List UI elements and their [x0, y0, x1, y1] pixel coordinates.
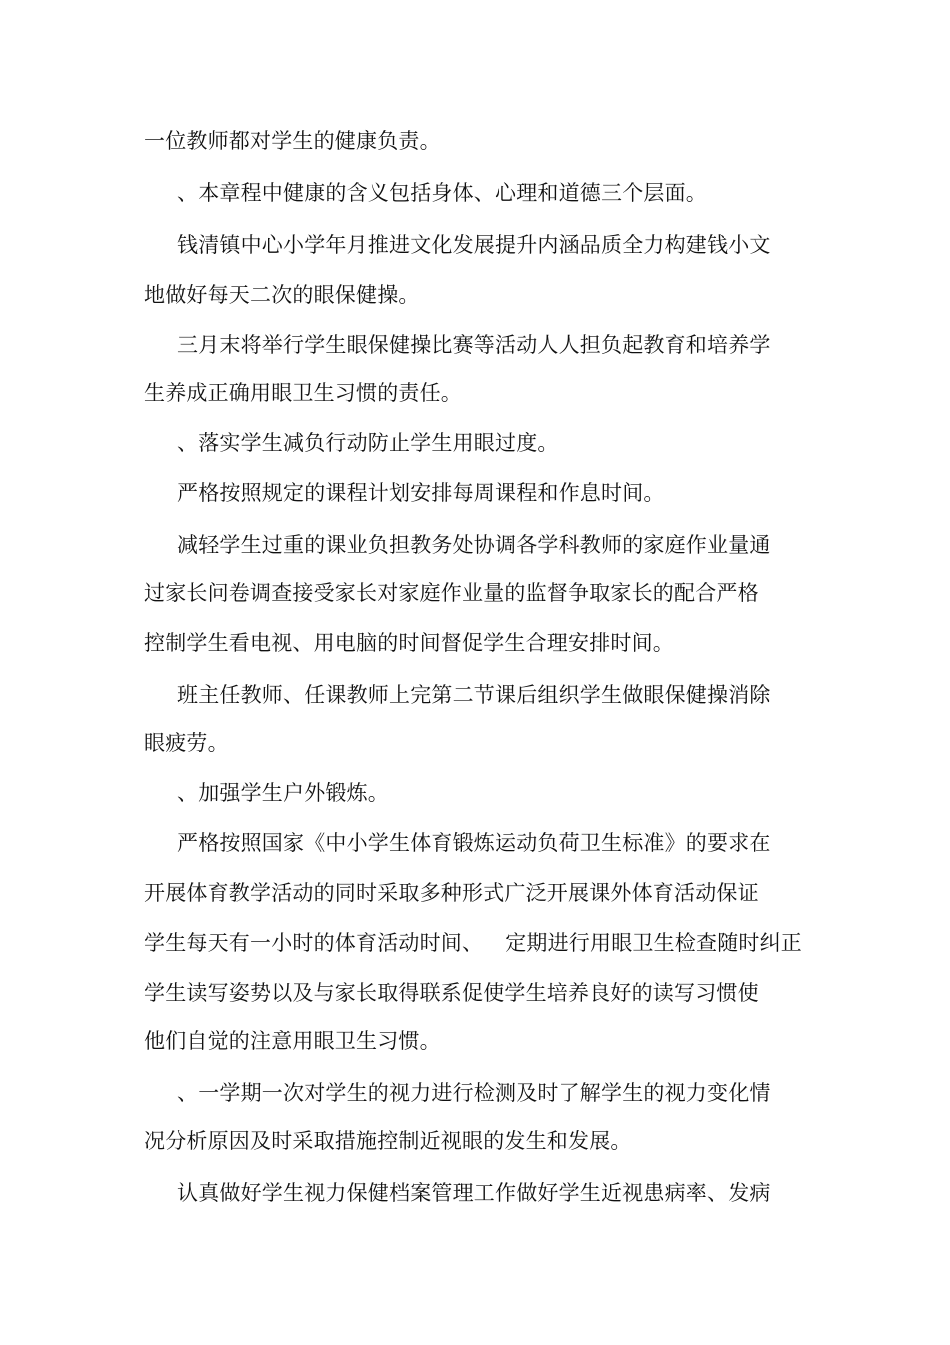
text-line: 过家长问卷调查接受家长对家庭作业量的监督争取家长的配合严格 — [144, 581, 759, 605]
text-line: 严格按照国家《中小学生体育锻炼运动负荷卫生标准》的要求在 — [177, 831, 771, 855]
text-line: 严格按照规定的课程计划安排每周课程和作息时间。 — [177, 481, 665, 505]
text-line: 他们自觉的注意用眼卫生习惯。 — [144, 1029, 441, 1053]
text-line: 开展体育教学活动的同时采取多种形式广泛开展课外体育活动保证 — [144, 881, 759, 905]
text-segment: 学生每天有一小时的体育活动时间、 — [144, 931, 484, 955]
text-line: 、一学期一次对学生的视力进行检测及时了解学生的视力变化情 — [177, 1081, 771, 1105]
text-line: 况分析原因及时采取措施控制近视眼的发生和发展。 — [144, 1129, 632, 1153]
text-segment: 定期进行用眼卫生检查随时纠正 — [505, 931, 803, 955]
text-line: 减轻学生过重的课业负担教务处协调各学科教师的家庭作业量通 — [177, 533, 771, 557]
text-line: 控制学生看电视、用电脑的时间督促学生合理安排时间。 — [144, 631, 674, 655]
text-line: 、本章程中健康的含义包括身体、心理和道德三个层面。 — [177, 181, 707, 205]
text-line: 生养成正确用眼卫生习惯的责任。 — [144, 381, 462, 405]
text-line: 班主任教师、任课教师上完第二节课后组织学生做眼保健操消除 — [177, 683, 771, 707]
text-line: 、加强学生户外锻炼。 — [177, 781, 389, 805]
text-line: 、落实学生减负行动防止学生用眼过度。 — [177, 431, 559, 455]
text-line: 眼疲劳。 — [144, 731, 229, 755]
text-line: 认真做好学生视力保健档案管理工作做好学生近视患病率、发病 — [177, 1181, 771, 1205]
text-line: 学生读写姿势以及与家长取得联系促使学生培养良好的读写习惯使 — [144, 981, 759, 1005]
text-line: 一位教师都对学生的健康负责。 — [144, 129, 441, 153]
text-line: 三月末将举行学生眼保健操比赛等活动人人担负起教育和培养学 — [177, 333, 771, 357]
text-line — [144, 930, 802, 956]
text-line: 地做好每天二次的眼保健操。 — [144, 283, 420, 307]
text-line: 钱清镇中心小学年月推进文化发展提升内涵品质全力构建钱小文 — [177, 233, 771, 257]
